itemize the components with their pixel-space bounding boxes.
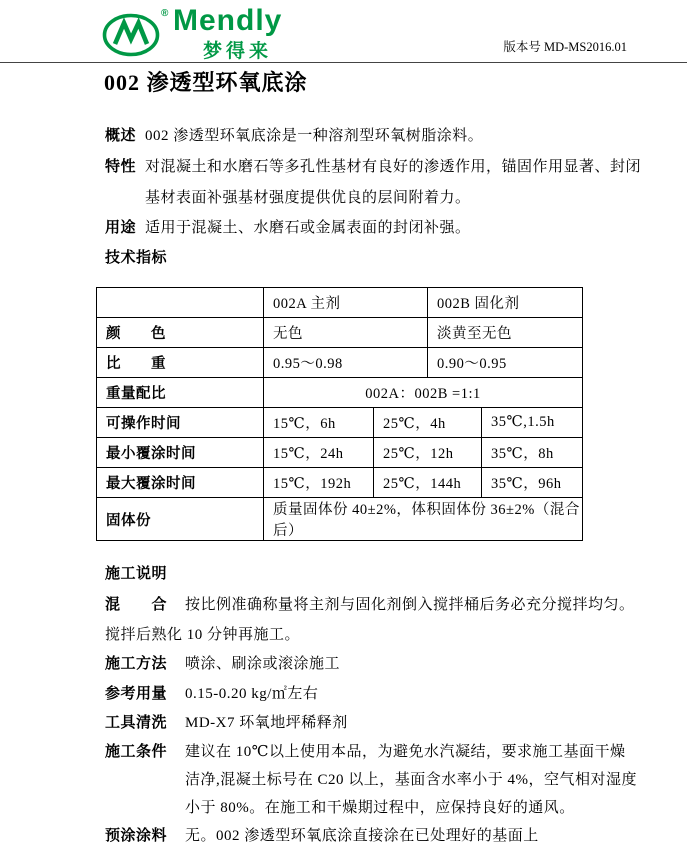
cell-max-25: 25℃，144h	[374, 468, 482, 498]
cleaning-label: 工具清洗	[105, 715, 168, 731]
table-row-color	[97, 318, 583, 348]
header-cell-002b: 002B 固化剂	[428, 288, 583, 318]
features-line-1	[105, 155, 641, 176]
cell-max-15: 15℃，192h	[264, 468, 374, 498]
table-row-min-recoat	[97, 438, 583, 468]
cell-min-35: 35℃，8h	[482, 438, 583, 468]
method-text: 喷涂、刷涂或滚涂施工	[185, 656, 341, 672]
dosage-label: 参考用量	[105, 686, 168, 702]
usage-text: 适用于混凝土、水磨石或金属表面的封闭补强。	[145, 220, 471, 236]
tech-section-title: 技术指标	[105, 250, 168, 266]
usage-line	[105, 216, 471, 237]
cell-color-b: 淡黄至无色	[428, 318, 583, 348]
conditions-label: 施工条件	[105, 744, 168, 760]
method-label: 施工方法	[105, 656, 168, 672]
row-label-solids: 固体份	[97, 498, 264, 541]
cell-gravity-b: 0.90～0.95	[428, 348, 583, 378]
row-label-pot-life: 可操作时间	[97, 408, 264, 438]
table-row-max-recoat	[97, 468, 583, 498]
cell-pot-15: 15℃，6h	[264, 408, 374, 438]
overview-label: 概述	[105, 128, 137, 144]
table-corner-cell	[97, 288, 264, 318]
precoat-text: 无。002 渗透型环氧底涂直接涂在已处理好的基面上	[185, 828, 539, 844]
features-line-2: 基材表面补强基材强度提供优良的层间附着力。	[145, 190, 471, 206]
mixing-line	[105, 593, 635, 614]
dosage-text: 0.15-0.20 kg/㎡左右	[185, 686, 319, 702]
page-title: 002 渗透型环氧底涂	[104, 70, 308, 95]
row-label-min-recoat: 最小覆涂时间	[97, 438, 264, 468]
construction-section-title: 施工说明	[105, 566, 168, 582]
cell-min-15: 15℃，24h	[264, 438, 374, 468]
row-label-ratio: 重量配比	[97, 378, 264, 408]
precoat-label: 预涂涂料	[105, 828, 168, 844]
cleaning-text: MD-X7 环氧地坪稀释剂	[185, 715, 348, 731]
table-row-solids	[97, 498, 583, 541]
cleaning-line	[105, 711, 348, 732]
overview-text: 002 渗透型环氧底涂是一种溶剂型环氧树脂涂料。	[145, 128, 484, 144]
cell-max-35: 35℃，96h	[482, 468, 583, 498]
registered-trademark-icon: ®	[161, 8, 169, 19]
mixing-label: 混 合	[105, 597, 168, 613]
features-text-1: 对混凝土和水磨石等多孔性基材有良好的渗透作用，锚固作用显著、封闭	[145, 159, 642, 175]
precoat-line	[105, 824, 539, 845]
table-row-ratio	[97, 378, 583, 408]
header-divider	[0, 62, 687, 63]
cell-pot-35: 35℃,1.5h	[482, 408, 583, 438]
cell-color-a: 无色	[264, 318, 428, 348]
conditions-line-1	[105, 740, 626, 761]
cell-ratio-value: 002A：002B =1:1	[264, 378, 583, 408]
overview-line	[105, 124, 483, 145]
conditions-line-2: 洁净,混凝土标号在 C20 以上，基面含水率小于 4%，空气相对湿度	[185, 772, 638, 788]
row-label-gravity: 比 重	[97, 348, 264, 378]
conditions-line-3: 小于 80%。在施工和干燥期过程中，应保持良好的通风。	[185, 800, 575, 816]
features-label: 特性	[105, 159, 137, 175]
table-row-gravity	[97, 348, 583, 378]
mixing-note: 搅拌后熟化 10 分钟再施工。	[105, 627, 301, 643]
row-label-max-recoat: 最大覆涂时间	[97, 468, 264, 498]
version-number: 版本号 MD-MS2016.01	[503, 40, 627, 54]
cell-min-25: 25℃，12h	[374, 438, 482, 468]
brand-name-cn: 梦得来	[203, 41, 273, 62]
mendly-logo-icon	[102, 10, 164, 58]
cell-gravity-a: 0.95～0.98	[264, 348, 428, 378]
spec-table	[96, 287, 583, 541]
table-row-pot-life	[97, 408, 583, 438]
cell-pot-25: 25℃，4h	[374, 408, 482, 438]
row-label-color: 颜 色	[97, 318, 264, 348]
cell-solids-value: 质量固体份 40±2%，体积固体份 36±2%（混合后）	[264, 498, 583, 541]
brand-name-en: Mendly	[173, 4, 283, 37]
dosage-line	[105, 682, 318, 703]
usage-label: 用途	[105, 220, 137, 236]
mixing-text: 按比例准确称量将主剂与固化剂倒入搅拌桶后务必充分搅拌均匀。	[185, 597, 635, 613]
header-cell-002a: 002A 主剂	[264, 288, 428, 318]
table-header-row	[97, 288, 583, 318]
conditions-text-1: 建议在 10℃以上使用本品，为避免水汽凝结，要求施工基面干燥	[185, 744, 626, 760]
method-line	[105, 652, 340, 673]
